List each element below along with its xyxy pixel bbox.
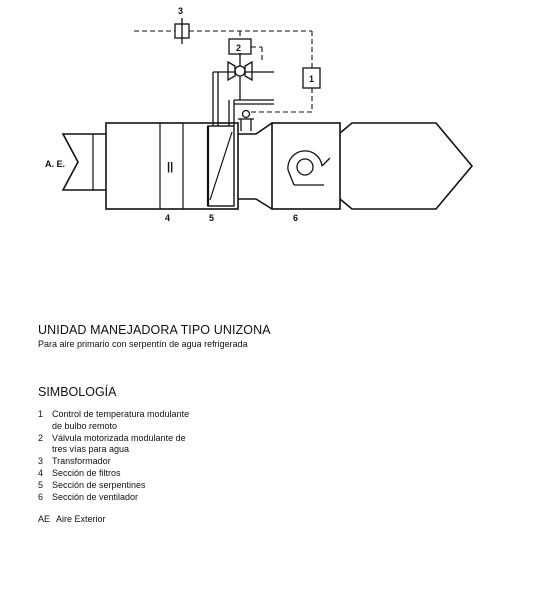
discharge-duct	[340, 123, 472, 209]
legend-item: 4 Sección de filtros	[38, 467, 121, 478]
three-way-valve-icon	[228, 53, 252, 80]
label-1: 1	[309, 74, 315, 84]
legend-item: 6 Sección de ventilador	[38, 491, 139, 502]
figure-title: UNIDAD MANEJADORA TIPO UNIZONA	[38, 323, 271, 337]
transition-duct	[238, 123, 272, 134]
air-handler-diagram	[0, 0, 542, 240]
label-5: 5	[209, 213, 215, 223]
fan-section	[272, 123, 340, 209]
legend-item: 2 Válvula motorizada modulante de tres vías para agua	[38, 432, 186, 455]
ae-code: AE	[38, 514, 51, 524]
label-3: 3	[178, 6, 184, 16]
label-6: 6	[293, 213, 299, 223]
ae-text: Aire Exterior	[56, 514, 106, 524]
transformer-icon	[175, 18, 189, 44]
ae-legend	[38, 514, 106, 524]
symbology-list	[38, 409, 189, 503]
legend-item: 3 Transformador	[38, 456, 111, 467]
water-piping	[213, 72, 274, 126]
figure-subtitle: Para aire primario con serpentín de agua refrigerada	[38, 339, 248, 349]
symbology-title: SIMBOLOGÍA	[38, 385, 117, 399]
filter-mark: ||	[167, 161, 174, 173]
label-ae: A. E.	[45, 159, 66, 169]
label-4: 4	[165, 213, 171, 223]
label-2: 2	[236, 43, 242, 53]
inlet-hood	[63, 134, 106, 190]
blower-icon	[288, 151, 330, 185]
legend-item: 1 Control de temperatura modulante de bulbo remoto	[38, 409, 190, 431]
remote-bulb-icon	[238, 111, 254, 132]
legend-item: 5 Sección de serpentines	[38, 479, 146, 490]
